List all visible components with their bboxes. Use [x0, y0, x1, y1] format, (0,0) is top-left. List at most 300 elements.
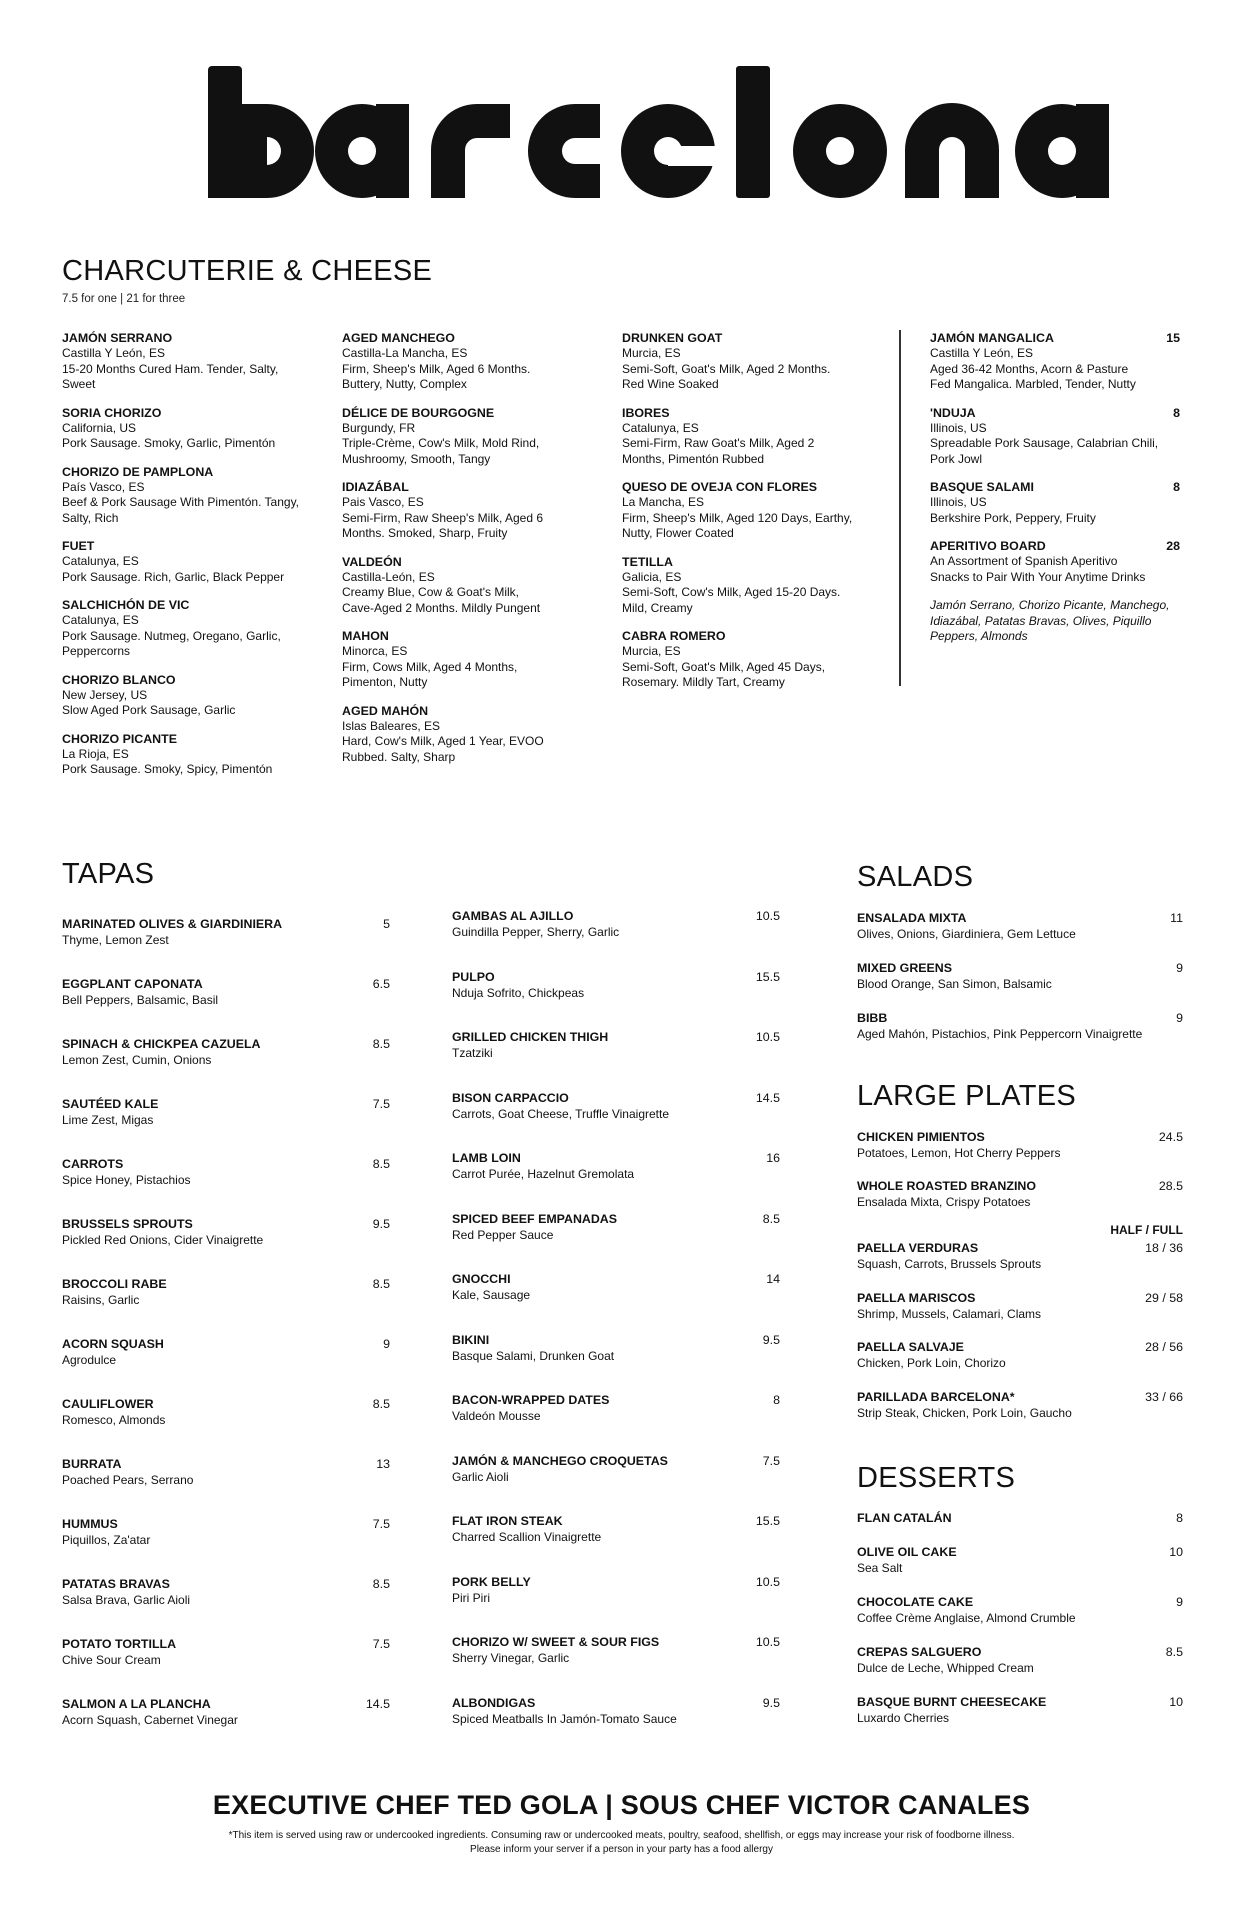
item-description: Squash, Carrots, Brussels Sprouts [857, 1257, 1042, 1271]
item-price: 10.5 [755, 1574, 780, 1589]
item-detail: An Assortment of Spanish Aperitivo [930, 554, 1118, 568]
item-price: 14.5 [365, 1697, 390, 1711]
menu-item [62, 1456, 390, 1488]
item-name: VALDEÓN [342, 554, 402, 569]
menu-item [62, 976, 390, 1008]
item-row [857, 1129, 1183, 1145]
menu-item [452, 1574, 780, 1606]
item-row [62, 1216, 390, 1232]
item-row [857, 960, 1183, 976]
item-description: Olives, Onions, Giardiniera, Gem Lettuce [857, 927, 1076, 941]
item-name-row [62, 539, 314, 554]
item-row [857, 1510, 1183, 1526]
item-row [62, 1396, 390, 1412]
menu-item [857, 1694, 1183, 1726]
item-name-row [342, 331, 594, 346]
menu-item [857, 1594, 1183, 1626]
item-detail: Islas Baleares, ES [342, 718, 441, 733]
menu-item [622, 331, 874, 393]
item-row [857, 1594, 1183, 1610]
item-detail: Castilla-La Mancha, ES [342, 346, 468, 360]
item-price: 7.5 [372, 1637, 390, 1651]
item-price: 15.5 [755, 1514, 780, 1528]
item-detail: California, US [62, 420, 137, 435]
menu-item [452, 1332, 780, 1364]
item-name: BACON-WRAPPED DATES [452, 1393, 610, 1407]
item-detail: La Mancha, ES [622, 495, 705, 509]
menu-item [930, 480, 1180, 526]
item-description: Red Pepper Sauce [452, 1227, 554, 1242]
item-description: Bell Peppers, Balsamic, Basil [62, 993, 219, 1007]
menu-item [452, 1695, 780, 1727]
item-name: PARILLADA BARCELONA* [857, 1390, 1015, 1404]
menu-item [452, 1513, 780, 1545]
item-detail: Semi-Soft, Goat's Milk, Aged 45 Days, [622, 659, 826, 674]
item-price: 8.5 [372, 1157, 390, 1171]
item-detail: Firm, Sheep's Milk, Aged 6 Months. [342, 361, 531, 376]
menu-item [930, 406, 1180, 468]
item-description: Pickled Red Onions, Cider Vinaigrette [62, 1233, 264, 1247]
item-detail: Creamy Blue, Cow & Goat's Milk, [342, 585, 520, 599]
item-price: 10 [1169, 1545, 1183, 1559]
item-description: Lime Zest, Migas [62, 1113, 154, 1127]
menu-item [857, 1240, 1183, 1272]
item-name: WHOLE ROASTED BRANZINO [857, 1179, 1036, 1193]
item-row [62, 1576, 390, 1592]
logo-letter-b [208, 66, 314, 198]
item-name: BRUSSELS SPROUTS [62, 1217, 193, 1231]
item-name: HUMMUS [62, 1517, 118, 1531]
item-detail: Minorca, ES [342, 644, 408, 658]
item-row [62, 916, 390, 932]
item-row [62, 1096, 390, 1112]
item-price: 28 [1166, 539, 1180, 553]
item-description: Ensalada Mixta, Crispy Potatoes [857, 1195, 1031, 1209]
menu-item [62, 1216, 390, 1248]
item-row [62, 1636, 390, 1652]
item-detail: Salty, Rich [62, 510, 119, 525]
menu-item [452, 1211, 780, 1243]
item-detail: Burgundy, FR [342, 420, 416, 435]
item-description: Carrot Purée, Hazelnut Gremolata [452, 1167, 635, 1181]
item-name-row [622, 629, 874, 644]
item-description: Garlic Aioli [452, 1469, 509, 1484]
item-price: 9 [1176, 961, 1183, 975]
item-description: Sherry Vinegar, Garlic [452, 1651, 570, 1665]
menu-item [62, 1516, 390, 1548]
item-row [62, 1336, 390, 1352]
item-price: 16 [766, 1151, 780, 1165]
item-price: 15.5 [755, 969, 780, 984]
logo-letter-o [793, 104, 887, 198]
item-name-row [930, 406, 1180, 421]
item-description: Piquillos, Za'atar [62, 1533, 151, 1547]
item-description: Basque Salami, Drunken Goat [452, 1348, 615, 1363]
menu-item [342, 704, 594, 766]
item-row [452, 969, 780, 985]
item-detail: 15-20 Months Cured Ham. Tender, Salty, [62, 361, 279, 376]
menu-item [857, 960, 1183, 992]
item-detail: Fed Mangalica. Marbled, Tender, Nutty [930, 377, 1136, 391]
menu-item [342, 406, 594, 468]
item-row [452, 1211, 780, 1227]
item-name: JAMÓN & MANCHEGO CROQUETAS [452, 1453, 668, 1468]
item-detail: Catalunya, ES [62, 613, 139, 627]
item-detail: Catalunya, ES [62, 554, 139, 568]
menu-item [62, 1156, 390, 1188]
item-detail: Pork Sausage. Smoky, Spicy, Pimentón [62, 762, 273, 776]
item-price: 5 [383, 917, 390, 931]
item-price: 13 [376, 1457, 390, 1471]
item-detail: Castilla Y León, ES [62, 346, 165, 360]
item-description: Aged Mahón, Pistachios, Pink Peppercorn Vinaigrette [857, 1027, 1143, 1041]
item-row [452, 1090, 780, 1106]
item-detail: Hard, Cow's Milk, Aged 1 Year, EVOO [342, 734, 544, 748]
item-name-row [342, 406, 594, 421]
barcelona-logo [0, 50, 1243, 200]
item-detail: Sweet [62, 377, 96, 391]
item-description: Agrodulce [62, 1353, 117, 1367]
item-price: 8.5 [762, 1211, 780, 1226]
item-price: 14 [766, 1272, 780, 1286]
item-description: Romesco, Almonds [62, 1413, 166, 1427]
menu-item [857, 1290, 1183, 1322]
item-name: 'NDUJA [930, 405, 976, 420]
item-price: 28 / 56 [1145, 1340, 1183, 1354]
column-divider [899, 330, 901, 686]
menu-item [452, 1392, 780, 1424]
menu-item [857, 1339, 1183, 1371]
item-name: CABRA ROMERO [622, 629, 726, 643]
item-row [62, 1036, 390, 1052]
item-name: JAMÓN SERRANO [62, 331, 173, 345]
item-price: 9 [383, 1337, 390, 1351]
menu-item [342, 480, 594, 542]
item-price: 29 / 58 [1145, 1291, 1183, 1305]
item-name: SAUTÉED KALE [62, 1097, 159, 1111]
item-name: FUET [62, 539, 95, 553]
item-price: 8 [1176, 1511, 1183, 1525]
item-name: MARINATED OLIVES & GIARDINIERA [62, 917, 283, 931]
item-name: CHICKEN PIMIENTOS [857, 1130, 985, 1144]
item-name: CHORIZO W/ SWEET & SOUR FIGS [452, 1635, 660, 1649]
item-name: SORIA CHORIZO [62, 405, 162, 420]
item-description: Kale, Sausage [452, 1288, 531, 1302]
item-detail: Pimenton, Nutty [342, 675, 428, 689]
item-price: 9 [1176, 1595, 1183, 1609]
item-name: GRILLED CHICKEN THIGH [452, 1030, 609, 1044]
item-price: 9.5 [372, 1217, 390, 1231]
item-detail: País Vasco, ES [62, 479, 145, 494]
item-name: IDIAZÁBAL [342, 480, 409, 494]
item-detail: La Rioja, ES [62, 746, 129, 761]
item-name: FLAN CATALÁN [857, 1511, 952, 1525]
menu-item [452, 1453, 780, 1485]
item-detail: Pork Sausage. Smoky, Garlic, Pimentón [62, 436, 276, 450]
item-row [452, 1634, 780, 1650]
item-price: 9.5 [762, 1332, 780, 1347]
item-description: Strip Steak, Chicken, Pork Loin, Gaucho [857, 1406, 1072, 1420]
menu-item [62, 1096, 390, 1128]
item-detail: Pork Sausage. Nutmeg, Oregano, Garlic, [62, 628, 281, 643]
item-name: CHORIZO BLANCO [62, 672, 176, 687]
charcuterie-title: CHARCUTERIE & CHEESE [62, 255, 433, 287]
item-name: MIXED GREENS [857, 961, 953, 975]
item-detail: Pork Sausage. Rich, Garlic, Black Pepper [62, 569, 285, 584]
item-name: PATATAS BRAVAS [62, 1577, 170, 1591]
item-name-row [342, 704, 594, 719]
item-detail: Castilla Y León, ES [930, 346, 1033, 360]
menu-item [342, 555, 594, 617]
menu-item [62, 465, 314, 527]
item-price: 8 [773, 1393, 780, 1407]
menu-item [62, 406, 314, 452]
item-description: Chicken, Pork Loin, Chorizo [857, 1356, 1006, 1370]
item-price: 15 [1166, 331, 1180, 345]
chefs-line: EXECUTIVE CHEF TED GOLA | SOUS CHEF VICTOR CANALES [212, 1790, 1031, 1820]
menu-item [62, 1036, 390, 1068]
menu-item [62, 331, 314, 393]
item-row [452, 1453, 780, 1469]
half-full-label: HALF / FULL [1110, 1223, 1183, 1237]
item-name-row [930, 480, 1180, 495]
item-row [452, 1271, 780, 1287]
item-detail: Nutty, Flower Coated [622, 526, 734, 540]
item-row [452, 908, 780, 924]
item-price: 9 [1176, 1011, 1183, 1025]
menu-item [62, 1696, 390, 1728]
item-row [857, 1694, 1183, 1710]
item-detail: Slow Aged Pork Sausage, Garlic [62, 703, 236, 717]
item-description: Carrots, Goat Cheese, Truffle Vinaigrette [452, 1106, 670, 1121]
item-description: Thyme, Lemon Zest [62, 933, 169, 947]
item-description: Chive Sour Cream [62, 1653, 161, 1667]
item-detail: Peppercorns [62, 644, 131, 658]
item-name-row [62, 465, 314, 480]
item-detail: Mushroomy, Smooth, Tangy [342, 451, 491, 466]
menu-item [62, 673, 314, 719]
item-name: GAMBAS AL AJILLO [452, 909, 574, 923]
item-row [62, 976, 390, 992]
item-name-row [622, 406, 874, 421]
item-row [452, 1150, 780, 1166]
item-description: Potatoes, Lemon, Hot Cherry Peppers [857, 1146, 1061, 1160]
charcuterie-column-1 [62, 331, 314, 791]
item-detail: Rosemary. Mildly Tart, Creamy [622, 675, 785, 689]
item-name: PULPO [452, 969, 495, 984]
item-name: QUESO DE OVEJA CON FLORES [622, 480, 818, 494]
item-price: 18 / 36 [1145, 1241, 1183, 1255]
aperitivo-note-line: Jamón Serrano, Chorizo Picante, Manchego, [930, 598, 1170, 612]
salads-title: SALADS [857, 861, 974, 893]
item-detail: Firm, Sheep's Milk, Aged 120 Days, Earthy, [622, 510, 853, 525]
menu-item [622, 406, 874, 468]
menu-item [452, 969, 780, 1001]
item-name: EGGPLANT CAPONATA [62, 977, 203, 991]
item-price: 10.5 [755, 1635, 780, 1649]
item-description: Guindilla Pepper, Sherry, Garlic [452, 925, 620, 939]
aperitivo-note-line: Peppers, Almonds [930, 629, 1028, 643]
item-detail: Catalunya, ES [622, 420, 699, 435]
menu-item [857, 1178, 1183, 1210]
item-name: ACORN SQUASH [62, 1337, 164, 1351]
item-name: TETILLA [622, 554, 673, 569]
item-detail: Galicia, ES [622, 569, 682, 584]
item-price: 8.5 [372, 1397, 390, 1411]
item-detail: Pais Vasco, ES [342, 495, 424, 509]
item-detail: Snacks to Pair With Your Anytime Drinks [930, 569, 1146, 584]
item-name: LAMB LOIN [452, 1151, 521, 1165]
item-row [62, 1516, 390, 1532]
item-price: 10 [1169, 1695, 1183, 1709]
item-row [62, 1456, 390, 1472]
disclaimer-allergy: Please inform your server if a person in your party has a food allergy [470, 1844, 773, 1855]
item-detail: Beef & Pork Sausage With Pimentón. Tangy, [62, 495, 300, 509]
item-price: 33 / 66 [1145, 1390, 1183, 1404]
item-name: IBORES [622, 405, 670, 420]
logo-letter-r [431, 104, 510, 198]
menu-item [857, 1644, 1183, 1676]
item-description: Charred Scallion Vinaigrette [452, 1530, 602, 1544]
item-detail: Spreadable Pork Sausage, Calabrian Chili, [930, 436, 1159, 450]
item-price: 10.5 [755, 909, 780, 923]
item-row [857, 1644, 1183, 1660]
item-detail: Castilla-León, ES [342, 569, 435, 584]
menu-item [62, 1576, 390, 1608]
menu-item [930, 331, 1180, 393]
item-detail: Semi-Firm, Raw Sheep's Milk, Aged 6 [342, 510, 544, 525]
item-name: CARROTS [62, 1157, 124, 1171]
item-description: Shrimp, Mussels, Calamari, Clams [857, 1307, 1042, 1321]
menu-item [857, 1010, 1183, 1042]
item-name-row [342, 555, 594, 570]
item-detail: Aged 36-42 Months, Acorn & Pasture [930, 361, 1129, 376]
menu-item [452, 1634, 780, 1666]
item-row [857, 1240, 1183, 1256]
item-description: Spice Honey, Pistachios [62, 1173, 191, 1187]
disclaimer-raw-food: *This item is served using raw or undercooked ingredients. Consuming raw or undercooked meats, poultry, seafood, shellfish, or eggs may increase your risk of foodborne illness. [228, 1830, 1015, 1841]
item-name: MAHON [342, 629, 389, 643]
item-row [452, 1029, 780, 1045]
logo-letter-c [528, 104, 600, 198]
aperitivo-board-contents [930, 598, 1180, 645]
item-name: AGED MANCHEGO [342, 331, 455, 345]
logo-letter-e [621, 104, 716, 198]
item-detail: Triple-Crème, Cow's Milk, Mold Rind, [342, 436, 540, 450]
item-name: CHORIZO PICANTE [62, 731, 177, 746]
menu-item [62, 598, 314, 660]
menu-item [452, 1029, 780, 1061]
menu-item [342, 629, 594, 691]
item-row [857, 1389, 1183, 1405]
tapas-title: TAPAS [62, 858, 155, 890]
item-name: BROCCOLI RABE [62, 1277, 167, 1291]
item-detail: Semi-Soft, Cow's Milk, Aged 15-20 Days. [622, 585, 841, 599]
item-name: BIKINI [452, 1332, 490, 1347]
item-detail: Murcia, ES [622, 346, 681, 360]
item-name-row [62, 673, 314, 688]
item-price: 8.5 [372, 1277, 390, 1291]
menu-item [857, 910, 1183, 942]
item-name: PORK BELLY [452, 1574, 531, 1589]
item-detail: Mild, Creamy [622, 600, 693, 615]
logo-letter-a2 [1015, 104, 1109, 198]
item-name: SALCHICHÓN DE VIC [62, 598, 190, 612]
menu-item [857, 1544, 1183, 1576]
menu-item [62, 732, 314, 778]
menu-item [342, 331, 594, 393]
item-row [857, 910, 1183, 926]
item-description: Spiced Meatballs In Jamón-Tomato Sauce [452, 1711, 677, 1726]
item-row [452, 1574, 780, 1590]
item-name-row [930, 539, 1180, 554]
menu-item [930, 539, 1180, 585]
item-row [857, 1010, 1183, 1026]
item-name: ENSALADA MIXTA [857, 911, 967, 925]
item-row [857, 1178, 1183, 1194]
item-name: AGED MAHÓN [342, 703, 429, 718]
item-row [452, 1695, 780, 1711]
item-row [62, 1276, 390, 1292]
logo-letter-l [736, 66, 770, 198]
item-name: CHORIZO DE PAMPLONA [62, 464, 214, 479]
item-name-row [622, 480, 874, 495]
item-detail: Cave-Aged 2 Months. Mildly Pungent [342, 600, 541, 615]
item-name: BIBB [857, 1011, 888, 1025]
item-price: 28.5 [1158, 1179, 1183, 1193]
item-detail: Months. Smoked, Sharp, Fruity [342, 526, 508, 540]
item-price: 24.5 [1158, 1130, 1183, 1144]
item-name-row [930, 331, 1180, 346]
item-row [62, 1156, 390, 1172]
menu-item [62, 1396, 390, 1428]
logo-letter-n [905, 103, 999, 198]
item-price: 9.5 [762, 1695, 780, 1710]
item-price: 10.5 [755, 1030, 780, 1044]
item-name-row [62, 331, 314, 346]
item-price: 8.5 [372, 1577, 390, 1591]
item-detail: New Jersey, US [62, 687, 148, 702]
item-name: POTATO TORTILLA [62, 1637, 177, 1651]
item-price: 8.5 [1165, 1645, 1183, 1659]
item-price: 7.5 [372, 1097, 390, 1111]
item-price: 7.5 [762, 1453, 780, 1468]
menu-item [622, 480, 874, 542]
item-name: JAMÓN MANGALICA [930, 331, 1054, 345]
item-description: Valdeón Mousse [452, 1409, 541, 1423]
item-row [857, 1544, 1183, 1560]
item-name: CREPAS SALGUERO [857, 1645, 982, 1659]
aperitivo-note-line: Idiazábal, Patatas Bravas, Olives, Piquillo [930, 613, 1152, 628]
large-plates-title: LARGE PLATES [857, 1080, 1077, 1112]
item-price: 6.5 [372, 977, 390, 991]
item-detail: Murcia, ES [622, 644, 681, 658]
item-price: 8.5 [372, 1037, 390, 1051]
item-name: DRUNKEN GOAT [622, 331, 723, 345]
item-row [452, 1392, 780, 1408]
menu-item [857, 1129, 1183, 1161]
item-description: Tzatziki [452, 1046, 493, 1060]
item-name: CHOCOLATE CAKE [857, 1595, 974, 1609]
menu-item [62, 1336, 390, 1368]
item-price: 14.5 [755, 1090, 780, 1105]
item-detail: Months, Pimentón Rubbed [622, 451, 765, 466]
menu-item [452, 1090, 780, 1122]
item-name-row [342, 629, 594, 644]
item-name: BURRATA [62, 1457, 122, 1471]
item-name: APERITIVO BOARD [930, 539, 1046, 553]
item-price: 8 [1173, 405, 1180, 420]
